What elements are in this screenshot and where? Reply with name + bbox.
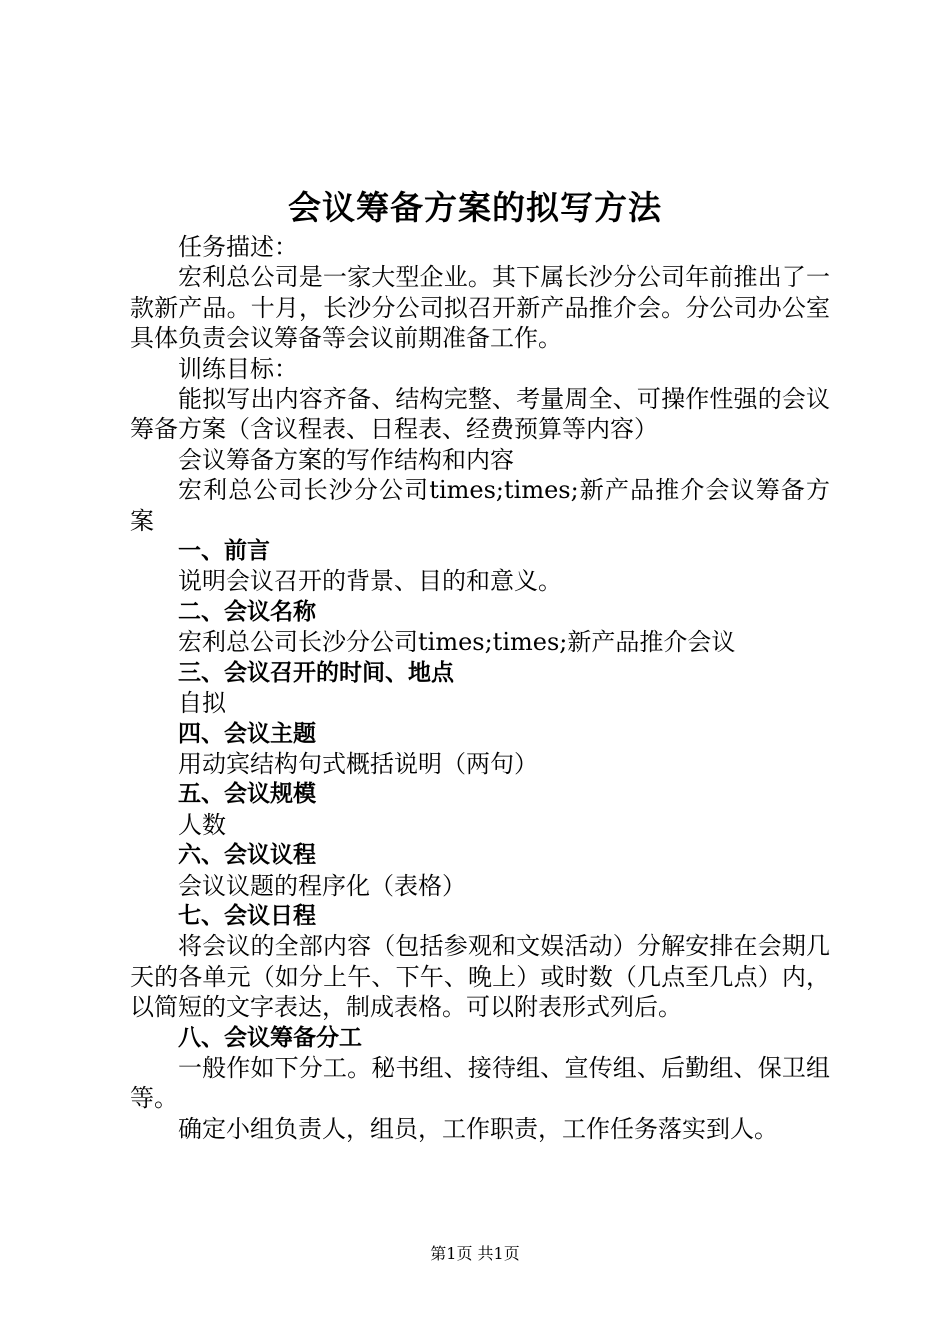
section-text-responsibility: 确定小组负责人，组员，工作职责，工作任务落实到人。	[178, 1114, 778, 1143]
section-text-scale: 人数	[178, 810, 226, 839]
section-heading-scale: 五、会议规模	[178, 781, 316, 808]
section-heading-division: 八、会议筹备分工	[178, 1024, 362, 1051]
section-text-division: 一般作如下分工。秘书组、接待组、宣传组、后勤组、保卫组等。	[130, 1053, 830, 1113]
structure-intro: 会议筹备方案的写作结构和内容	[178, 445, 514, 474]
section-text-preface: 说明会议召开的背景、目的和意义。	[178, 567, 562, 596]
section-heading-preface: 一、前言	[178, 538, 270, 565]
page-footer: 第1页 共1页	[430, 1244, 520, 1263]
section-text-schedule: 将会议的全部内容（包括参观和文娱活动）分解安排在会期几天的各单元（如分上午、下午、晚上）或时数（几点至几点）内，以简短的文字表达，制成表格。可以附表形式列后。	[130, 932, 830, 1022]
training-goal-label: 训练目标：	[178, 354, 298, 383]
document-body	[130, 232, 830, 1144]
section-heading-time-place: 三、会议召开的时间、地点	[178, 659, 454, 686]
plan-name: 宏利总公司长沙分公司times;times;新产品推介会议筹备方案	[130, 476, 830, 535]
section-heading-meeting-name: 二、会议名称	[178, 598, 316, 625]
task-description-label: 任务描述：	[178, 233, 298, 261]
section-text-meeting-name: 宏利总公司长沙分公司times;times;新产品推介会议	[178, 628, 736, 657]
section-heading-agenda: 六、会议议程	[178, 842, 316, 869]
section-heading-schedule: 七、会议日程	[178, 902, 316, 929]
section-heading-theme: 四、会议主题	[178, 720, 316, 747]
task-description-text: 宏利总公司是一家大型企业。其下属长沙分公司年前推出了一款新产品。十月，长沙分公司拟召开新产品推介会。分公司办公室具体负责会议筹备等会议前期准备工作。	[130, 263, 830, 353]
section-text-time-place: 自拟	[178, 689, 226, 718]
section-text-theme: 用动宾结构句式概括说明（两句）	[178, 749, 538, 778]
document-title: 会议筹备方案的拟写方法	[288, 188, 662, 227]
section-text-agenda: 会议议题的程序化（表格）	[178, 871, 466, 900]
training-goal-text: 能拟写出内容齐备、结构完整、考量周全、可操作性强的会议筹备方案（含议程表、日程表、经费预算等内容）	[130, 385, 830, 444]
